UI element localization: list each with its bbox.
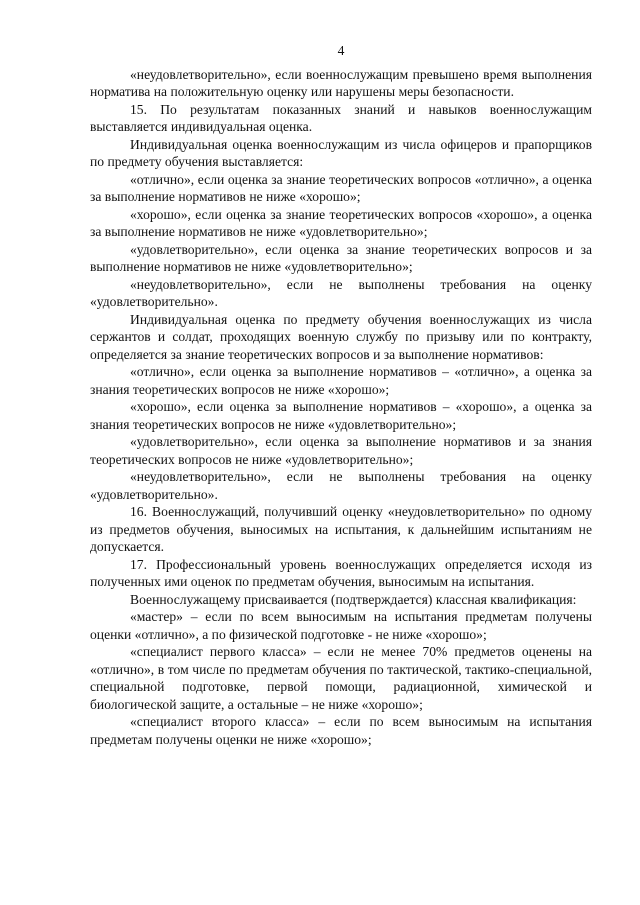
paragraph: Военнослужащему присваивается (подтверждается) классная квалификация: <box>130 591 577 607</box>
paragraph: «удовлетворительно», если оценка за знание теоретических вопросов и за выполнение нормативов не ниже «удовлетворительно»; <box>90 241 592 274</box>
paragraph: «удовлетворительно», если оценка за выполнение нормативов и за знания теоретических вопросов не ниже «удовлетворительно»; <box>90 434 592 467</box>
paragraph: «специалист первого класса» – если не менее 70% предметов оценены на «отлично», в том числе по предметам обучения по тактической, тактико-специальной, специальной подготовке, первой помощи, радиационной, химической и биологической защите, а остальные – не ниже «хорошо»; <box>90 644 592 712</box>
page-number: 4 <box>337 43 345 58</box>
paragraph: «неудовлетворительно», если не выполнены требования на оценку «удовлетворительно». <box>90 469 592 502</box>
paragraph: «неудовлетворительно», если военнослужащим превышено время выполнения норматива на положительную оценку или нарушены меры безопасности. <box>90 66 592 99</box>
paragraph: «хорошо», если оценка за знание теоретических вопросов «хорошо», а оценка за выполнение нормативов не ниже «удовлетворительно»; <box>90 206 592 239</box>
paragraph: «неудовлетворительно», если не выполнены требования на оценку «удовлетворительно». <box>90 276 592 309</box>
paragraph: 15. По результатам показанных знаний и навыков военнослужащим выставляется индивидуальная оценка. <box>90 101 592 134</box>
paragraph: «отлично», если оценка за знание теоретических вопросов «отлично», а оценка за выполнение нормативов не ниже «хорошо»; <box>90 171 592 204</box>
paragraph: «отлично», если оценка за выполнение нормативов – «отлично», а оценка за знания теоретических вопросов не ниже «хорошо»; <box>90 364 592 397</box>
document-page <box>90 42 592 748</box>
paragraph: «специалист второго класса» – если по всем выносимым на испытания предметам получены оценки не ниже «хорошо»; <box>90 714 592 747</box>
paragraph: Индивидуальная оценка военнослужащим из числа офицеров и прапорщиков по предмету обучения выставляется: <box>90 136 592 169</box>
paragraph: Индивидуальная оценка по предмету обучения военнослужащих из числа сержантов и солдат, проходящих военную службу по призыву или по контракту, определяется за знание теоретических вопросов и за выполнение нормативов: <box>90 311 592 362</box>
paragraph: 17. Профессиональный уровень военнослужащих определяется исходя из полученных ими оценок по предметам обучения, выносимым на испытания. <box>90 556 592 589</box>
paragraph: 16. Военнослужащий, получивший оценку «неудовлетворительно» по одному из предметов обучения, выносимых на испытания, к дальнейшим испытаниям не допускается. <box>90 504 592 554</box>
paragraph: «мастер» – если по всем выносимым на испытания предметам получены оценки «отлично», а по физической подготовке - не ниже «хорошо»; <box>90 609 592 642</box>
paragraph: «хорошо», если оценка за выполнение нормативов – «хорошо», а оценка за знания теоретических вопросов не ниже «удовлетворительно»; <box>90 399 592 432</box>
